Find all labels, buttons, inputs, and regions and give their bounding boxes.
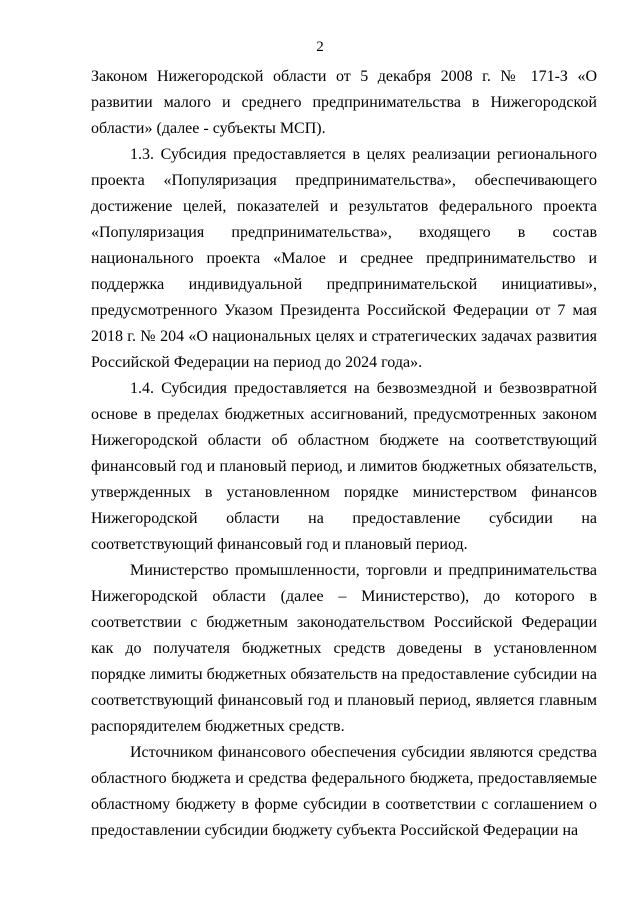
paragraph-1-4: 1.4. Субсидия предоставляется на безвозмездной и безвозвратной основе в пределах бюджетных ассигнований, предусмотренных законом Нижегородской области об областном бюджете на соответствующий финансовый год и плановый период, и лимитов бюджетных обязательств, утвержденных в установленном порядке министерством финансов Нижегородской области на предоставление субсидии на соответствующий финансовый год и плановый период. — [91, 380, 597, 553]
paragraph-1-3: 1.3. Субсидия предоставляется в целях реализации регионального проекта «Популяризация предпринимательства», обеспечивающего достижение целей, показателей и результатов федерального проекта «Популяризация предпринимательства», входящего в состав национального проекта «Малое и среднее предпринимательство и поддержка индивидуальной предпринимательской инициативы», предусмотренного Указом Президента Российской Федерации от 7 мая 2018 г. № 204 «О национальных целях и стратегических задачах развития Российской Федерации на период до 2024 года». — [91, 146, 597, 371]
paragraph-ministry: Министерство промышленности, торговли и предпринимательства Нижегородской области (далее – Министерство), до которого в соответствии с бюджетным законодательством Российской Федерации как до получателя бюджетных средств доведены в установленном порядке лимиты бюджетных обязательств на предоставление субсидии на соответствующий финансовый год и плановый период, является главным распорядителем бюджетных средств. — [91, 562, 597, 735]
paragraph-funding-source: Источником финансового обеспечения субсидии являются средства областного бюджета и средства федерального бюджета, предоставляемые областному бюджету в форме субсидии в соответствии с соглашением о предоставлении субсидии бюджету субъекта Российской Федерации на — [91, 744, 597, 839]
document-body — [91, 64, 597, 844]
page-number: 2 — [316, 39, 324, 55]
paragraph-law-reference: Законом Нижегородской области от 5 декабря 2008 г. № 171-З «О развитии малого и среднего предпринимательства в Нижегородской области» (далее - субъекты МСП). — [91, 68, 597, 137]
